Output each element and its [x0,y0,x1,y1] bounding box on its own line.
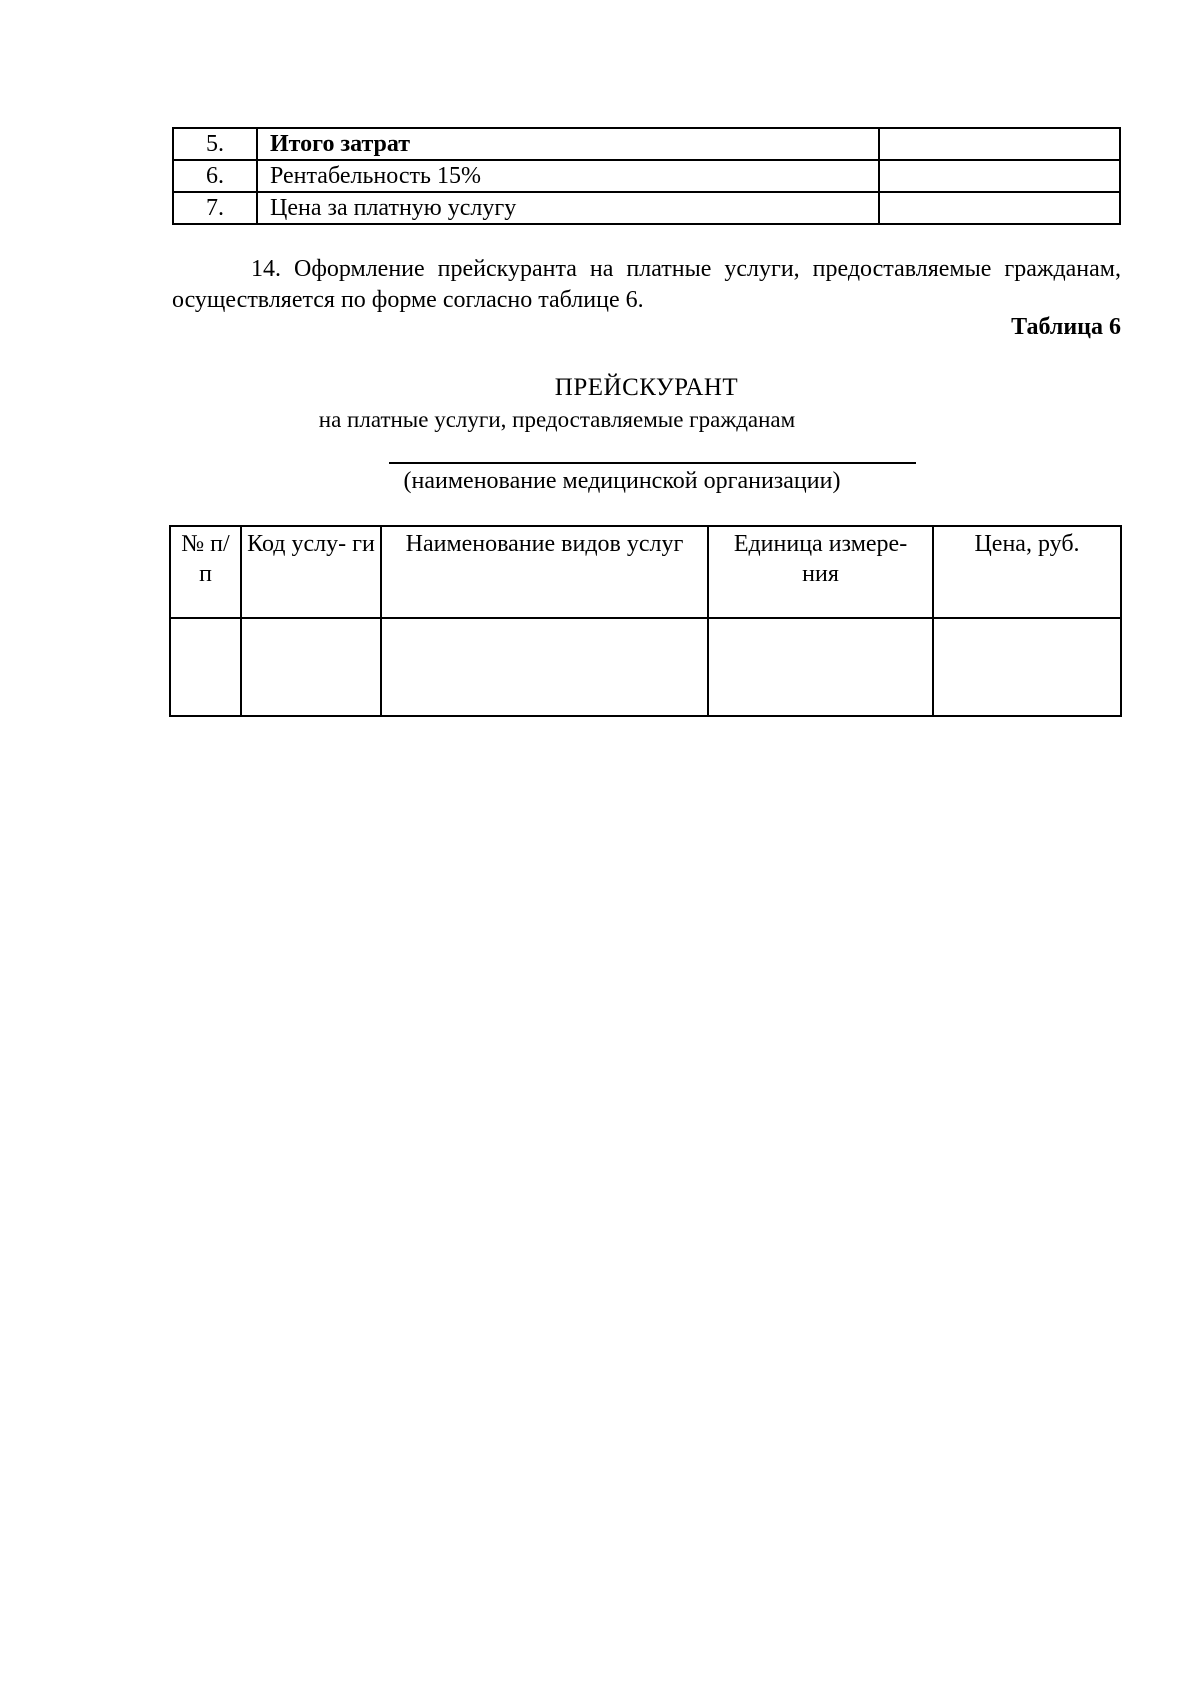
row-value [879,192,1120,224]
table-header-row [170,526,1121,618]
cell-number [170,618,241,716]
table-row [173,128,1120,160]
header-price: Цена, руб. [933,526,1121,618]
header-service-name: Наименование видов услуг [381,526,708,618]
price-list-title: ПРЕЙСКУРАНТ [554,374,739,401]
cell-service-name [381,618,708,716]
cell-service-code [241,618,381,716]
organization-name-line [389,462,916,464]
table-row [173,192,1120,224]
row-value [879,160,1120,192]
row-number: 7. [173,192,257,224]
table-caption: Таблица 6 [1011,314,1121,340]
header-number: № п/п [170,526,241,618]
row-name: Цена за платную услугу [257,192,879,224]
header-unit: Единица измере- ния [708,526,933,618]
organization-name-caption: (наименование медицинской организации) [403,468,841,494]
cell-unit [708,618,933,716]
cell-price [933,618,1121,716]
paragraph-14: 14. Оформление прейскуранта на платные услуги, предоставляемые гражданам, осуществляется по форме согласно таблице 6. [172,256,1121,313]
row-name: Рентабельность 15% [257,160,879,192]
row-number: 6. [173,160,257,192]
table-row [170,618,1121,716]
price-list-subtitle: на платные услуги, предоставляемые гражданам [318,407,796,432]
header-service-code: Код услу- ги [241,526,381,618]
table-row [173,160,1120,192]
row-number: 5. [173,128,257,160]
row-value [879,128,1120,160]
row-name: Итого затрат [257,128,879,160]
cost-calculation-table [172,127,1121,225]
price-list-table [169,525,1122,717]
